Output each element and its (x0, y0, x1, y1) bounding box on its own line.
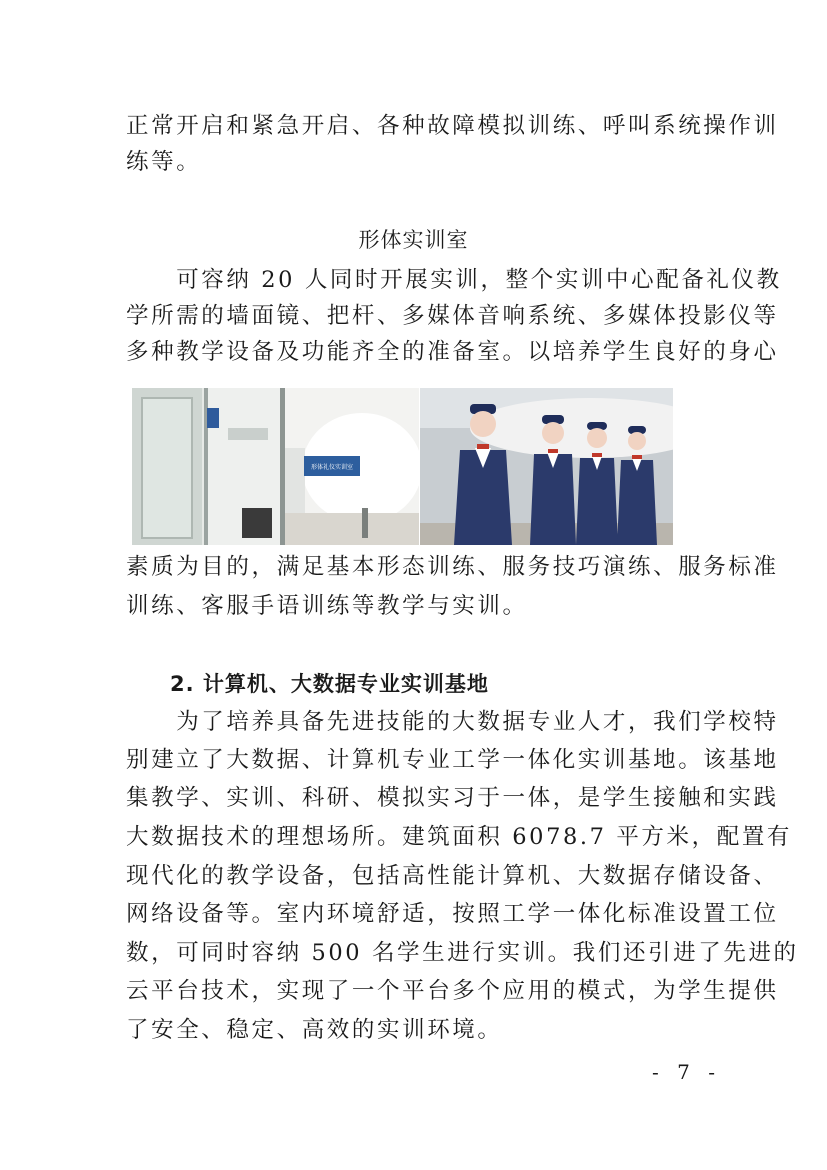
training-room-photo (132, 388, 419, 545)
photo-sign-label: 形体礼仪实训室 (310, 464, 354, 471)
subsection-heading: 2. 计算机、大数据专业实训基地 (170, 672, 489, 696)
flight-attendants-illustration (420, 388, 673, 545)
paragraph-line: 可容纳 20 人同时开展实训，整个实训中心配备礼仪教 (126, 267, 782, 293)
paragraph-line: 云平台技术，实现了一个平台多个应用的模式，为学生提供 (126, 978, 779, 1004)
paragraph-line: 训练、客服手语训练等教学与实训。 (126, 593, 528, 619)
paragraph-line: 学所需的墙面镜、把杆、多媒体音响系统、多媒体投影仪等 (126, 303, 779, 329)
paragraph-line: 大数据技术的理想场所。建筑面积 6078.7 平方米，配置有 (126, 824, 793, 850)
paragraph-line: 数，可同时容纳 500 名学生进行实训。我们还引进了先进的 (126, 940, 799, 966)
paragraph-line: 现代化的教学设备，包括高性能计算机、大数据存储设备、 (126, 863, 779, 889)
paragraph-line: 网络设备等。室内环境舒适，按照工学一体化标准设置工位 (126, 901, 779, 927)
paragraph-line: 练等。 (126, 149, 202, 175)
training-room-illustration (132, 388, 419, 545)
paragraph-line: 集教学、实训、科研、模拟实习于一体，是学生接触和实践 (126, 785, 779, 811)
paragraph-line: 多种教学设备及功能齐全的准备室。以培养学生良好的身心 (126, 339, 779, 365)
paragraph-line: 素质为目的，满足基本形态训练、服务技巧演练、服务标准 (126, 554, 779, 580)
paragraph-line: 正常开启和紧急开启、各种故障模拟训练、呼叫系统操作训 (126, 113, 779, 139)
flight-attendants-photo (420, 388, 673, 545)
paragraph-line: 别建立了大数据、计算机专业工学一体化实训基地。该基地 (126, 747, 779, 773)
page-number: - 7 - (652, 1060, 721, 1084)
paragraph-line: 为了培养具备先进技能的大数据专业人才，我们学校特 (126, 709, 779, 735)
paragraph-line: 了安全、稳定、高效的实训环境。 (126, 1017, 503, 1043)
section-heading: 形体实训室 (358, 228, 469, 252)
